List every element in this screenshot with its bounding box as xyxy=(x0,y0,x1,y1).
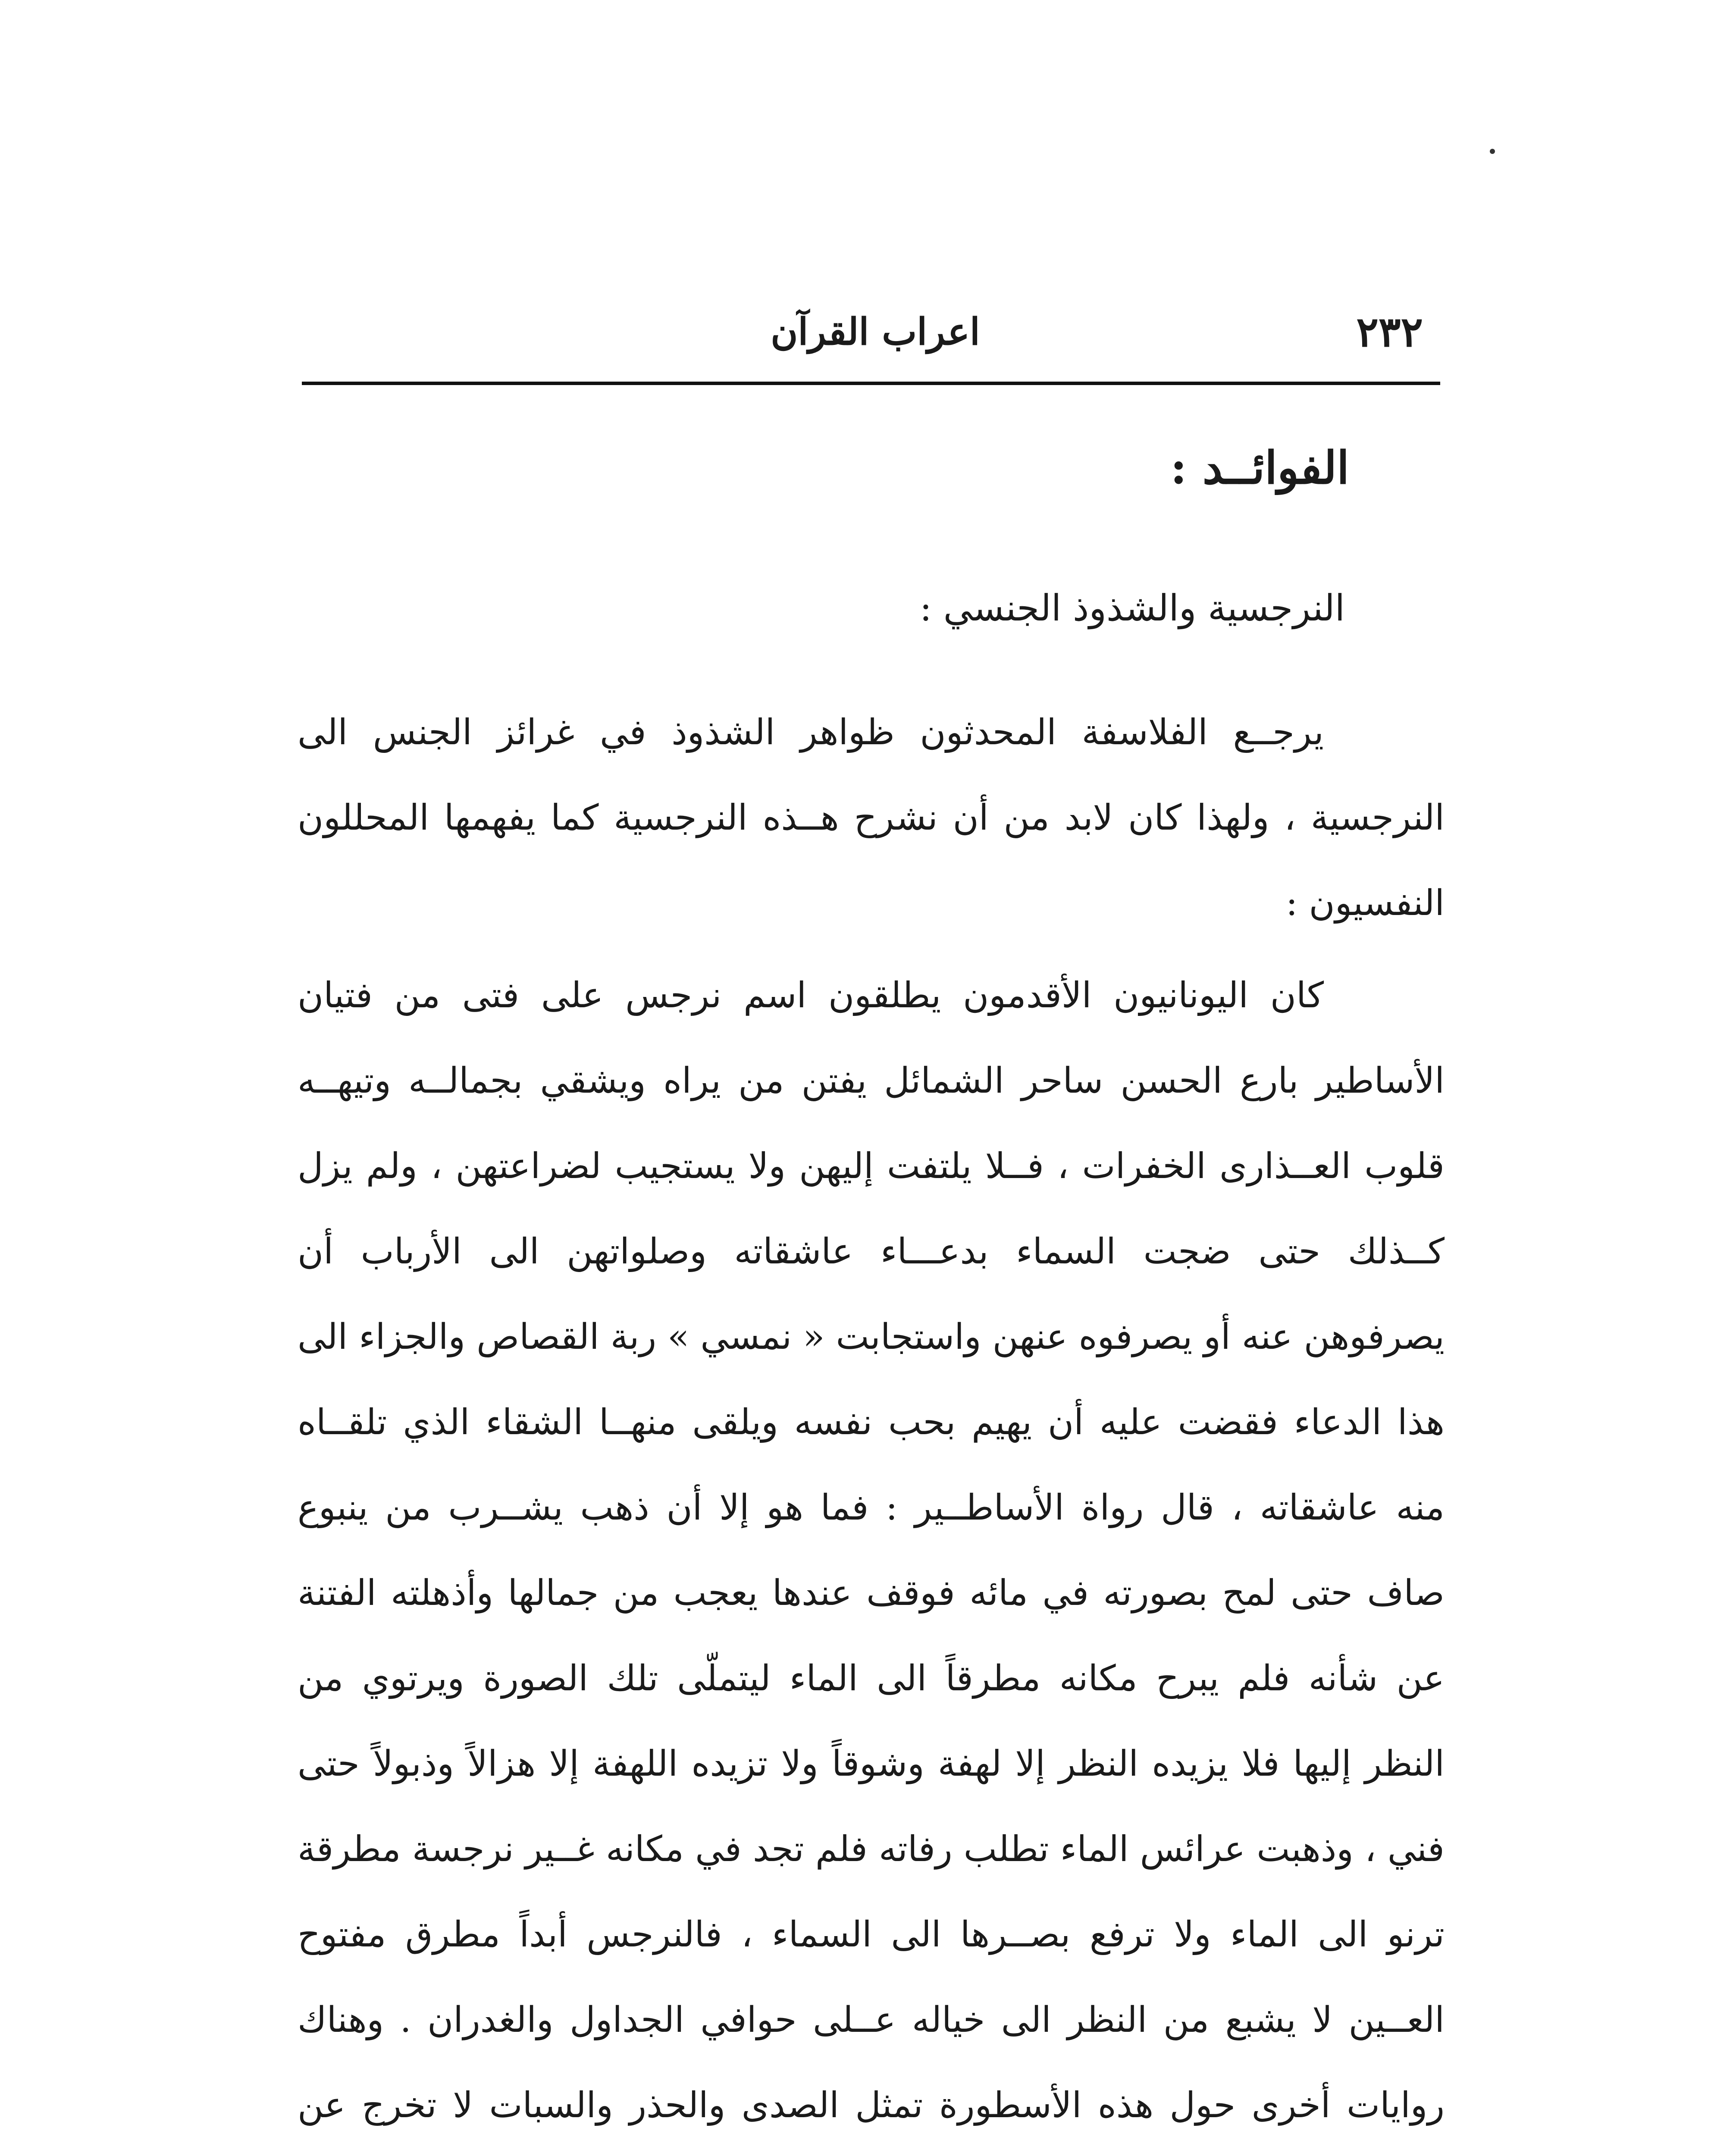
subheading: النرجسية والشذوذ الجنسي : xyxy=(919,587,1345,629)
header-rule xyxy=(302,382,1440,385)
running-header xyxy=(302,302,1440,362)
ink-speck xyxy=(1490,149,1495,154)
paragraph-narcissus-myth: كان اليونانيون الأقدمون يطلقون اسم نرجس على فتى من فتيان الأساطير بارع الحسن ساحر الشمائل يفتن من يراه ويشقي بجمالــه وتيهــه قلوب العــذارى الخفرات ، فــلا يلتفت إليهن ولا يستجيب لضراعتهن ، ولم يزل كــذلك حتى ضجت السماء بدعـــاء عاشقاته وصلواتهن الى الأرباب أن يصرفوهن عنه أو يصرفوه عنهن واستجابت « نمسي » ربة القصاص والجزاء الى هذا الدعاء فقضت عليه أن يهيم بحب نفسه ويلقى منهــا الشقاء الذي تلقــاه منه عاشقاته ، قال رواة الأساطــير : فما هو إلا أن ذهب يشــرب من ينبوع صاف حتى لمح بصورته في مائه فوقف عندها يعجب من جمالها وأذهلته الفتنة عن شأنه فلم يبرح مكانه مطرقاً الى الماء ليتملّى تلك الصورة ويرتوي من النظر إليها فلا يزيده النظر إلا لهفة وشوقاً ولا تزيده اللهفة إلا هزالاً وذبولاً حتى فني ، وذهبت عرائس الماء تطلب رفاته فلم تجد في مكانه غــير نرجسة مطرقة ترنو الى الماء ولا ترفع بصــرها الى السماء ، فالنرجس أبداً مطرق مفتوح العــين لا يشبع من النظر الى خياله عــلى حوافي الجداول والغدران . وهناك روايات أخرى حول هذه الأسطورة تمثل الصدى والحذر والسبات لا تخرج عن xyxy=(298,975,1445,2126)
book-title: اعراب القرآن xyxy=(771,310,980,354)
paragraph-intro: يرجــع الفلاسفة المحدثون ظواهر الشذوذ في غرائز الجنس الى النرجسية ، ولهذا كان لابد من أن نشرح هــذه النرجسية كما يفهمها المحللون النفسيون : xyxy=(298,712,1445,924)
section-heading: الفوائــد : xyxy=(1170,441,1349,494)
page-number: ٢٣٢ xyxy=(1356,307,1423,356)
